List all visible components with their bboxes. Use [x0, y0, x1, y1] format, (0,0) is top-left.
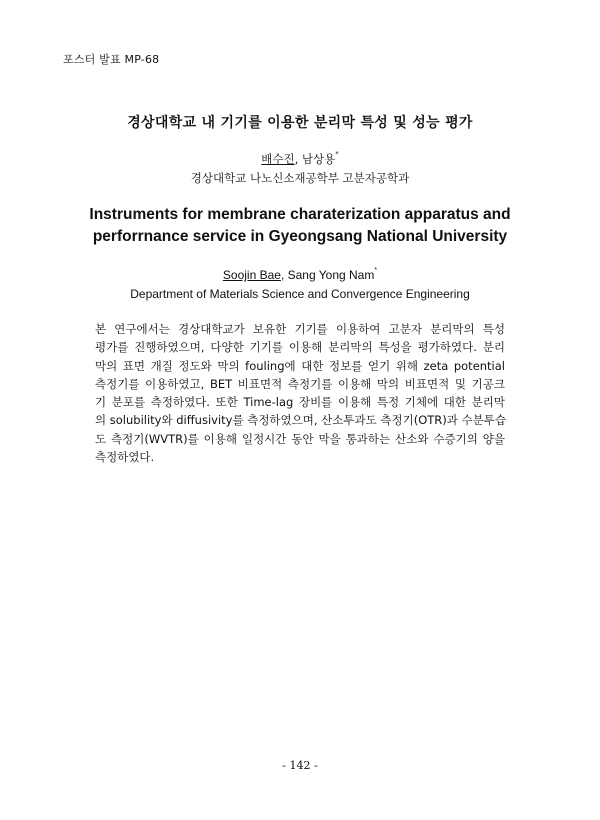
english-affiliation: Department of Materials Science and Convergence Engineering	[130, 287, 470, 301]
english-author-presenter: Soojin Bae	[222, 268, 281, 282]
english-authors	[0, 268, 600, 282]
abstract-line: 측정하였다.	[95, 450, 155, 465]
abstract-line: 막의 표면 개질 정도와 막의 fouling에 대한 정보를 얻기 위해 zeta potential	[95, 358, 505, 373]
english-author-corresponding: Sang Yong Nam	[287, 268, 375, 282]
page-number: - 142 -	[282, 759, 318, 772]
english-title-line: perforrnance service in Gyeongsang National University	[92, 228, 508, 245]
abstract-line: 본 연구에서는 경상대학교가 보유한 기기를 이용하여 고분자 분리막의 특성	[95, 322, 505, 336]
abstract-line: 측정기를 이용하였고, BET 비표면적 측정기를 이용해 막의 비표면적 및 기공크	[95, 376, 505, 391]
author-separator: ,	[280, 268, 288, 282]
korean-affiliation: 경상대학교 나노신소재공학부 고분자공학과	[190, 171, 410, 185]
abstract-line: 의 solubility와 diffusivity를 측정하였으며, 산소투과도 측정기(OTR)과 수분투습	[95, 413, 506, 428]
author-separator: ,	[294, 152, 302, 166]
english-title-line: Instruments for membrane charaterization apparatus and	[89, 206, 511, 223]
korean-author-corresponding: 남상용	[301, 152, 336, 166]
korean-title: 경상대학교 내 기기를 이용한 분리막 특성 및 성능 평가	[127, 115, 473, 131]
english-title	[0, 204, 600, 248]
abstract-line: 기 분포를 측정하였다. 또한 Time-lag 장비를 이용해 특정 기체에 대한 분리막	[95, 395, 505, 410]
korean-authors	[0, 151, 600, 167]
abstract-line: 평가를 진행하였으며, 다양한 기기를 이용해 분리막의 특성을 평가하였다. 분리	[95, 340, 505, 355]
abstract-line: 도 측정기(WVTR)를 이용해 일정시간 동안 막을 통과하는 산소와 수증기의 양을	[95, 431, 505, 446]
korean-author-presenter: 배수진	[261, 152, 295, 166]
corresponding-mark: *	[335, 150, 339, 158]
session-label: 포스터 발표 MP-68	[63, 53, 160, 66]
corresponding-mark: *	[374, 267, 378, 274]
abstract-body	[95, 320, 505, 466]
